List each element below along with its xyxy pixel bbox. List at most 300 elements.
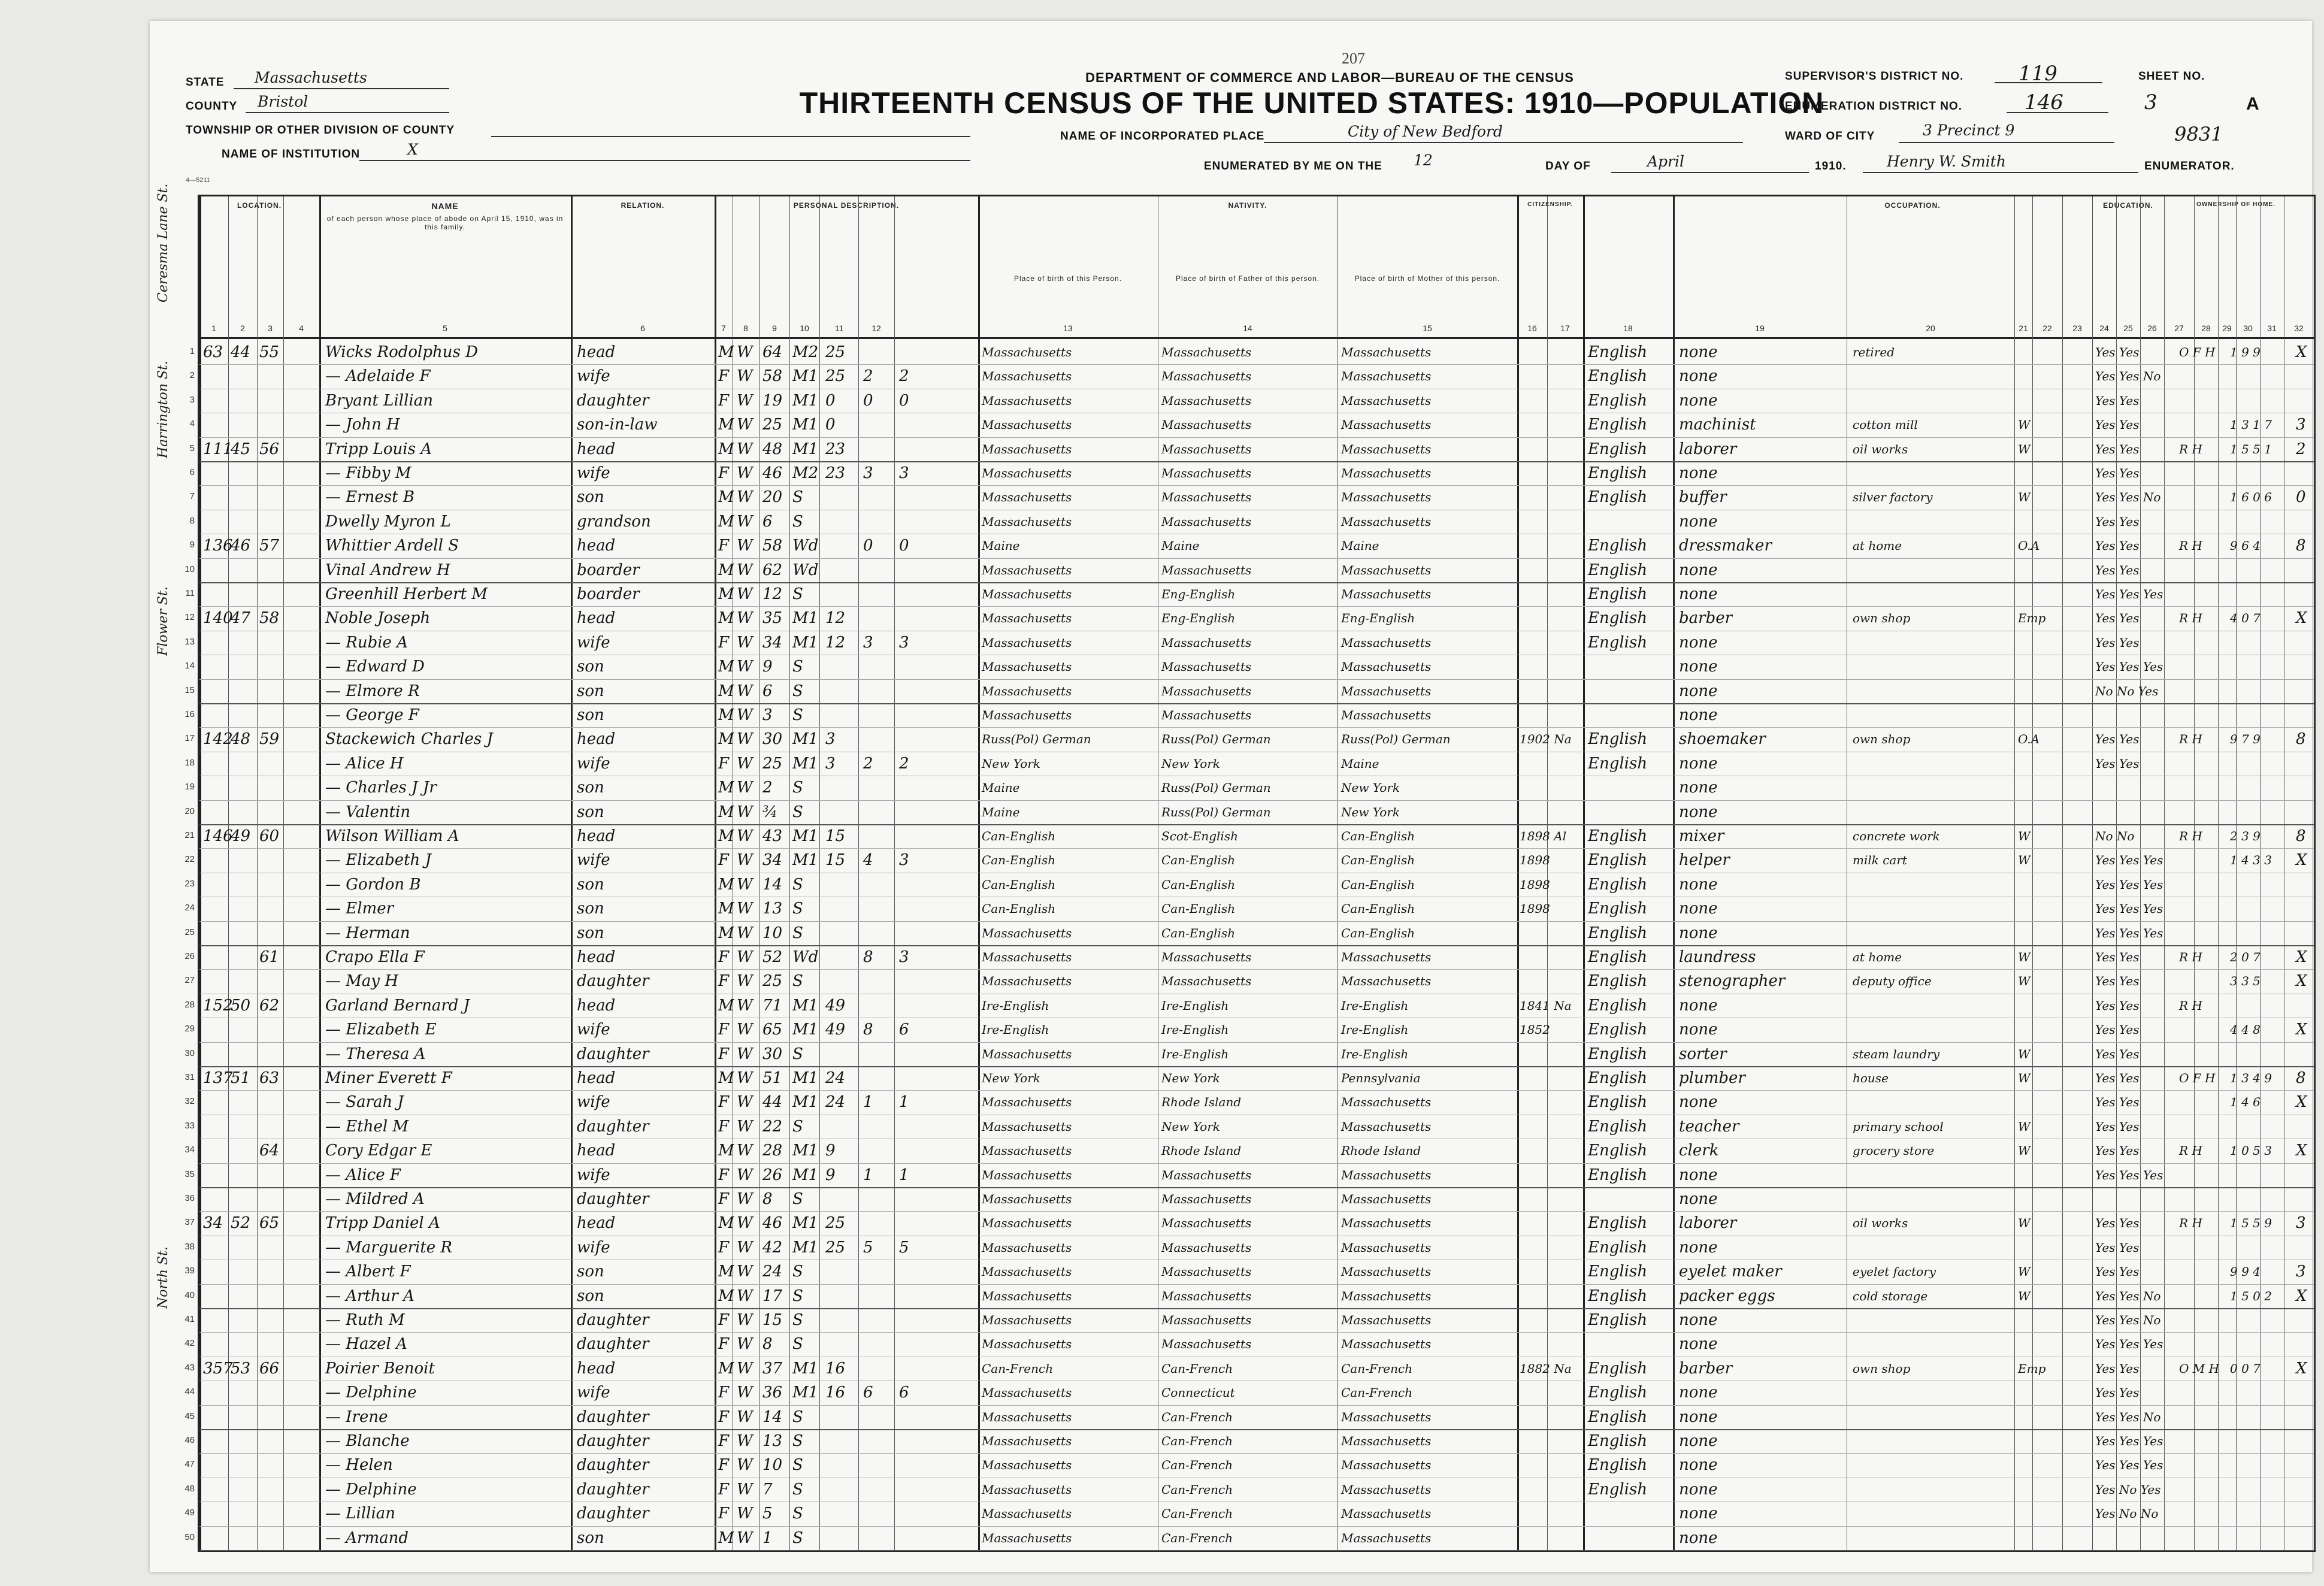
marital-status: M1 (792, 730, 819, 749)
children-born: 1 (863, 1166, 873, 1184)
birthplace-father: Massachusetts (1161, 683, 1252, 698)
remarks: 3 (2296, 1263, 2306, 1281)
marital-status: M1 (792, 367, 819, 386)
column-divider (978, 196, 980, 1550)
birthplace-mother: New York (1341, 780, 1400, 795)
row-divider (199, 1308, 2314, 1309)
education: Yes Yes (2095, 1240, 2140, 1255)
birthplace-father: Rhode Island (1161, 1143, 1242, 1158)
age: 20 (762, 488, 783, 507)
sex: F (718, 391, 730, 410)
home-ownership: R H (2179, 1143, 2202, 1158)
family-number: 50 (231, 996, 251, 1015)
children-living: 0 (899, 391, 909, 410)
age: 58 (762, 537, 783, 555)
row-number: 16 (184, 709, 195, 719)
occupation: mixer (1679, 827, 1724, 845)
marital-status: S (792, 1480, 803, 1499)
occupation: laborer (1679, 440, 1737, 458)
family-number: 45 (231, 440, 251, 458)
years-married: 0 (825, 391, 836, 410)
employer-status: W (2018, 1071, 2031, 1085)
birthplace-father: Massachusetts (1161, 514, 1252, 529)
birthplace-person: Massachusetts (982, 441, 1072, 456)
language: English (1588, 1021, 1648, 1039)
education: Yes Yes (2095, 1385, 2140, 1400)
sex: F (718, 1480, 730, 1499)
occupation: barber (1679, 1359, 1733, 1378)
schedule-number: 9 6 4 (2230, 538, 2261, 553)
age: 34 (762, 851, 783, 870)
street-name: Flower St. (156, 586, 171, 656)
age: 13 (762, 900, 783, 918)
remarks: 3 (2296, 1214, 2306, 1233)
person-name: — Theresa A (325, 1045, 426, 1063)
marital-status: S (792, 706, 803, 724)
sex: M (718, 996, 734, 1015)
supervisor-label: SUPERVISOR'S DISTRICT NO. (1785, 70, 1964, 83)
birthplace-mother: Massachusetts (1341, 950, 1432, 964)
column-number: 25 (2123, 323, 2133, 333)
marital-status: M2 (792, 464, 819, 482)
education: Yes Yes (2095, 732, 2140, 747)
row-divider (199, 1526, 2314, 1527)
sex: F (718, 1384, 730, 1402)
marital-status: Wd (792, 561, 819, 579)
race: W (737, 561, 753, 579)
birthplace-mother: Can-English (1341, 877, 1415, 892)
education: Yes Yes (2095, 345, 2140, 359)
row-number: 47 (184, 1459, 195, 1470)
relation: wife (577, 464, 610, 482)
enumerator-line (1863, 172, 2138, 173)
visitation-number: 66 (259, 1359, 280, 1378)
birthplace-person: Massachusetts (982, 393, 1072, 408)
immigration-year: 1898 (1520, 901, 1550, 916)
birthplace-father: Massachusetts (1161, 1192, 1252, 1206)
birthplace-person: Massachusetts (982, 1506, 1072, 1521)
birthplace-mother: Maine (1341, 756, 1379, 771)
education: Yes Yes (2095, 998, 2140, 1013)
institution-value: X (407, 141, 418, 158)
birthplace-person: Massachusetts (982, 1409, 1072, 1424)
marital-status: S (792, 682, 803, 700)
dwelling-number: 34 (203, 1214, 223, 1233)
children-living: 0 (899, 537, 909, 555)
race: W (737, 416, 753, 434)
enumerated-label: ENUMERATED BY ME ON THE (1204, 160, 1382, 172)
remarks: 8 (2296, 827, 2306, 845)
birthplace-father: Massachusetts (1161, 1167, 1252, 1182)
race: W (737, 948, 753, 966)
row-divider (199, 558, 2314, 559)
sex: M (718, 343, 734, 361)
row-divider (199, 1042, 2314, 1043)
occupation: none (1679, 779, 1718, 797)
relation: daughter (577, 1408, 649, 1426)
birthplace-person: Massachusetts (982, 587, 1072, 601)
county-value: Bristol (258, 93, 308, 110)
race: W (737, 1480, 753, 1499)
person-name: — Helen (325, 1456, 393, 1475)
education: Yes Yes (2095, 441, 2140, 456)
sex: M (718, 900, 734, 918)
column-number: 10 (800, 323, 809, 333)
birthplace-father: New York (1161, 1119, 1220, 1134)
education: Yes Yes Yes (2095, 587, 2163, 601)
birthplace-person: Russ(Pol) German (982, 732, 1091, 747)
family-number: 46 (231, 537, 251, 555)
row-divider (199, 485, 2314, 486)
race: W (737, 633, 753, 652)
education: Yes Yes (2095, 538, 2140, 553)
birthplace-father: Can-English (1161, 925, 1236, 940)
place-label: NAME OF INCORPORATED PLACE (1060, 130, 1265, 143)
age: 25 (762, 754, 783, 773)
birthplace-mother: Massachusetts (1341, 1216, 1432, 1231)
age: 1 (762, 1529, 773, 1547)
row-number: 2 (189, 370, 195, 381)
race: W (737, 1021, 753, 1039)
marital-status: S (792, 1117, 803, 1136)
dwelling-number: 63 (203, 343, 223, 361)
visitation-number: 61 (259, 948, 280, 966)
dwelling-number: 140 (203, 609, 233, 628)
occupation: eyelet maker (1679, 1263, 1782, 1281)
industry: own shop (1853, 1361, 1911, 1376)
birthplace-person: Massachusetts (982, 1482, 1072, 1497)
person-name: — Ethel M (325, 1117, 409, 1136)
birthplace-mother: Ire-English (1341, 1046, 1409, 1061)
marital-status: S (792, 1432, 803, 1450)
occupation: none (1679, 1190, 1718, 1208)
sex: M (718, 1142, 734, 1160)
state-label: STATE (186, 76, 225, 89)
children-born: 8 (863, 948, 873, 966)
remarks: 8 (2296, 1069, 2306, 1087)
birthplace-person: Maine (982, 538, 1020, 553)
relation: daughter (577, 1311, 649, 1329)
birthplace-person: Massachusetts (982, 1288, 1072, 1303)
employer-status: W (2018, 950, 2031, 964)
age: 52 (762, 948, 783, 966)
occupation: none (1679, 1311, 1718, 1329)
marital-status: S (792, 972, 803, 991)
marital-status: M1 (792, 754, 819, 773)
visitation-number: 56 (259, 440, 280, 458)
race: W (737, 851, 753, 870)
occupation: none (1679, 561, 1718, 579)
row-divider (199, 1284, 2314, 1285)
column-number: 24 (2099, 323, 2109, 333)
race: W (737, 996, 753, 1015)
row-divider (199, 1090, 2314, 1091)
birthplace-father: New York (1161, 756, 1220, 771)
column-number: 15 (1423, 323, 1432, 333)
education: Yes Yes (2095, 1143, 2140, 1158)
language: English (1588, 440, 1648, 458)
occupation: none (1679, 1529, 1718, 1547)
marital-status: S (792, 1456, 803, 1475)
column-number: 18 (1623, 323, 1633, 333)
age: 64 (762, 343, 783, 361)
column-number: 2 (240, 323, 245, 333)
birthplace-mother: Massachusetts (1341, 345, 1432, 359)
sex: F (718, 1335, 730, 1354)
column-divider (2164, 196, 2165, 1550)
row-divider (199, 1453, 2314, 1454)
schedule-number: 1 0 5 3 (2230, 1143, 2272, 1158)
children-living: 3 (899, 464, 909, 482)
race: W (737, 754, 753, 773)
row-number: 10 (184, 564, 195, 574)
immigration-year: 1841 Na (1520, 998, 1572, 1013)
occupation: none (1679, 1384, 1718, 1402)
remarks: 0 (2296, 488, 2306, 507)
state-value: Massachusetts (255, 69, 367, 86)
education: Yes Yes (2095, 1264, 2140, 1279)
birthplace-father: Russ(Pol) German (1161, 804, 1271, 819)
row-number: 6 (189, 467, 195, 477)
birthplace-mother: New York (1341, 804, 1400, 819)
sheet-label: SHEET NO. (2138, 70, 2205, 83)
remarks: X (2296, 1021, 2307, 1039)
birthplace-mother: Can-French (1341, 1361, 1413, 1376)
employer-status: W (2018, 441, 2031, 456)
column-number: 1 (211, 323, 216, 333)
children-born: 8 (863, 1021, 873, 1039)
race: W (737, 1045, 753, 1063)
form-number: 4—5211 (186, 177, 210, 184)
remarks: X (2296, 972, 2307, 991)
relation: head (577, 730, 616, 749)
age: 42 (762, 1238, 783, 1257)
relation: boarder (577, 561, 640, 579)
occupation: none (1679, 1335, 1718, 1354)
birthplace-mother: Massachusetts (1341, 393, 1432, 408)
header-occupation: OCCUPATION. (1884, 201, 1941, 210)
schedule-number: 9 7 9 (2230, 732, 2261, 747)
birthplace-mother: Massachusetts (1341, 490, 1432, 505)
relation: daughter (577, 1432, 649, 1450)
home-ownership: R H (2179, 829, 2202, 843)
birthplace-father: Can-French (1161, 1361, 1233, 1376)
birthplace-mother: Pennsylvania (1341, 1071, 1421, 1085)
language: English (1588, 609, 1648, 628)
relation: daughter (577, 1117, 649, 1136)
immigration-year: 1882 Na (1520, 1361, 1572, 1376)
race: W (737, 1166, 753, 1184)
row-number: 20 (184, 806, 195, 816)
row-divider (199, 1066, 2314, 1067)
birthplace-father: New York (1161, 1071, 1220, 1085)
person-name: — Edward D (325, 658, 425, 676)
language: English (1588, 1117, 1648, 1136)
marital-status: M1 (792, 996, 819, 1015)
marital-status: M1 (792, 1069, 819, 1087)
sex: F (718, 972, 730, 991)
birthplace-person: Massachusetts (982, 1434, 1072, 1448)
visitation-number: 63 (259, 1069, 280, 1087)
marital-status: M1 (792, 1021, 819, 1039)
education: Yes Yes Yes (2095, 659, 2163, 674)
children-born: 1 (863, 1093, 873, 1112)
birthplace-person: Massachusetts (982, 1458, 1072, 1473)
birthplace-person: Ire-English (982, 998, 1049, 1013)
age: 46 (762, 464, 783, 482)
years-married: 25 (825, 1238, 846, 1257)
industry: grocery store (1853, 1143, 1935, 1158)
occupation: none (1679, 875, 1718, 894)
industry: cotton mill (1853, 417, 1918, 432)
dwelling-number: 137 (203, 1069, 233, 1087)
relation: wife (577, 754, 610, 773)
relation: grandson (577, 512, 651, 531)
age: 62 (762, 561, 783, 579)
street-name: Ceresma Lane St. (156, 183, 171, 302)
row-number: 21 (184, 830, 195, 840)
education: Yes Yes Yes (2095, 853, 2163, 868)
person-name: — Hazel A (325, 1335, 407, 1354)
birthplace-father: Massachusetts (1161, 417, 1252, 432)
birthplace-person: Massachusetts (982, 611, 1072, 626)
birthplace-father: Massachusetts (1161, 369, 1252, 384)
remarks: X (2296, 609, 2307, 628)
employer-status: Emp (2018, 611, 2046, 626)
street-name: Harrington St. (156, 361, 171, 458)
relation: son (577, 1263, 604, 1281)
row-divider (199, 969, 2314, 970)
row-number: 48 (184, 1483, 195, 1494)
education: Yes Yes (2095, 1216, 2140, 1231)
race: W (737, 924, 753, 942)
years-married: 12 (825, 609, 846, 628)
row-number: 38 (184, 1241, 195, 1252)
marital-status: Wd (792, 948, 819, 966)
schedule-number: 1 6 0 6 (2230, 490, 2272, 505)
birthplace-father: Massachusetts (1161, 466, 1252, 480)
occupation: teacher (1679, 1117, 1739, 1136)
children-born: 0 (863, 391, 873, 410)
marital-status: S (792, 658, 803, 676)
language: English (1588, 391, 1648, 410)
marital-status: M1 (792, 1384, 819, 1402)
enumerator-label: ENUMERATOR. (2144, 160, 2235, 172)
sex: M (718, 730, 734, 749)
birthplace-person: Massachusetts (982, 1240, 1072, 1255)
birthplace-person: Massachusetts (982, 466, 1072, 480)
person-name: Poirier Benoit (325, 1359, 435, 1378)
sex: F (718, 1432, 730, 1450)
occupation: none (1679, 803, 1718, 821)
birthplace-father: Russ(Pol) German (1161, 732, 1271, 747)
relation: head (577, 343, 616, 361)
column-divider (257, 196, 258, 1550)
sex: F (718, 1456, 730, 1475)
industry: deputy office (1853, 974, 1932, 989)
home-ownership: R H (2179, 998, 2202, 1013)
column-number: 32 (2294, 323, 2304, 333)
relation: boarder (577, 585, 640, 603)
age: 22 (762, 1117, 783, 1136)
birthplace-father: Massachusetts (1161, 1240, 1252, 1255)
sex: F (718, 1166, 730, 1184)
birthplace-mother: Can-English (1341, 853, 1415, 868)
person-name: — Adelaide F (325, 367, 431, 386)
marital-status: M1 (792, 440, 819, 458)
birthplace-person: Massachusetts (982, 1167, 1072, 1182)
person-name: — George F (325, 706, 419, 724)
header-divider (199, 337, 2314, 339)
remarks: X (2296, 1359, 2307, 1378)
census-sheet (150, 21, 2312, 1572)
column-number: 8 (743, 323, 748, 333)
birthplace-mother: Massachusetts (1341, 683, 1432, 698)
visitation-number: 59 (259, 730, 280, 749)
column-number: 12 (872, 323, 881, 333)
sex: M (718, 561, 734, 579)
birthplace-mother: Can-French (1341, 1385, 1413, 1400)
county-line (246, 112, 449, 113)
years-married: 16 (825, 1384, 846, 1402)
occupation: none (1679, 367, 1718, 386)
marital-status: S (792, 1529, 803, 1547)
column-number: 23 (2072, 323, 2082, 333)
birthplace-mother: Can-English (1341, 901, 1415, 916)
schedule-number: 1 4 3 3 (2230, 853, 2272, 868)
schedule-number: 1 4 6 (2230, 1095, 2261, 1110)
sex: M (718, 779, 734, 797)
row-divider (199, 1211, 2314, 1212)
education: Yes Yes (2095, 1022, 2140, 1037)
person-name: — Delphine (325, 1480, 417, 1499)
years-married: 0 (825, 416, 836, 434)
birthplace-father: Eng-English (1161, 587, 1236, 601)
birthplace-father: Massachusetts (1161, 708, 1252, 722)
language: English (1588, 875, 1648, 894)
age: 46 (762, 1214, 783, 1233)
age: 17 (762, 1287, 783, 1305)
row-divider (199, 921, 2314, 922)
race: W (737, 779, 753, 797)
row-number: 34 (184, 1145, 195, 1155)
column-divider (228, 196, 229, 1550)
industry: retired (1853, 345, 1895, 359)
person-name: — Delphine (325, 1384, 417, 1402)
row-number: 41 (184, 1314, 195, 1324)
sheet-value: 3 (2144, 90, 2157, 114)
industry: milk cart (1853, 853, 1907, 868)
age: 65 (762, 1021, 783, 1039)
age: 30 (762, 1045, 783, 1063)
marital-status: M1 (792, 633, 819, 652)
language: English (1588, 1045, 1648, 1063)
marital-status: S (792, 803, 803, 821)
race: W (737, 1311, 753, 1329)
sex: F (718, 1021, 730, 1039)
language: English (1588, 1166, 1648, 1184)
person-name: — Alice H (325, 754, 404, 773)
language: English (1588, 1263, 1648, 1281)
relation: head (577, 1359, 616, 1378)
race: W (737, 537, 753, 555)
column-divider (858, 196, 859, 1550)
visitation-number: 60 (259, 827, 280, 845)
marital-status: S (792, 924, 803, 942)
age: 2 (762, 779, 773, 797)
birthplace-father: Ire-English (1161, 998, 1229, 1013)
language: English (1588, 1069, 1648, 1087)
